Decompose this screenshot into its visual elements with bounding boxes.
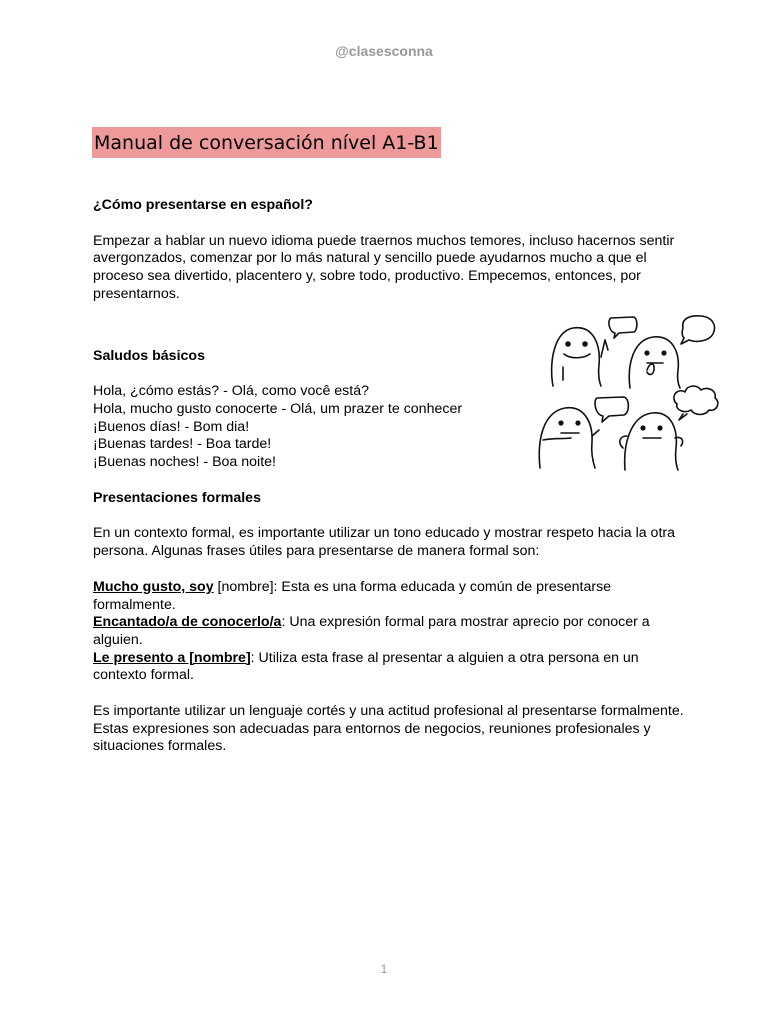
phrase-term: Mucho gusto, soy	[93, 578, 214, 595]
phrase-item	[93, 579, 693, 614]
character-bottom-left	[539, 408, 599, 468]
speech-bubble-2	[681, 316, 715, 344]
thought-bubble	[674, 386, 718, 420]
formal-heading: Presentaciones formales	[93, 489, 261, 506]
document-title: Manual de conversación nível A1-B1	[92, 127, 441, 158]
closing-paragraph: Es importante utilizar un lenguaje cortés y una actitud profesional al presentarse formalmente. Estas expresiones son adecuadas para entornos de negocios, reuniones profesionales y situaciones formales.	[93, 703, 684, 755]
phrase-item	[93, 650, 693, 685]
speech-bubble-3	[595, 397, 628, 422]
greeting-line: Hola, ¿cómo estás? - Olá, como você está?	[93, 383, 369, 400]
greeting-line: Hola, mucho gusto conocerte - Olá, um prazer te conhecer	[93, 400, 463, 417]
phrase-term: Encantado/a de conocerlo/a	[93, 614, 282, 631]
greeting-line: ¡Buenas tardes! - Boa tarde!	[93, 436, 272, 453]
phrase-description: : Utiliza esta frase al presentar a alguien a otra persona en un contexto formal.	[93, 649, 639, 684]
phrase-item	[93, 614, 693, 649]
talking-characters-doodle-icon	[535, 310, 725, 475]
formal-intro: En un contexto formal, es importante utilizar un tono educado y mostrar respeto hacia la otra persona. Algunas frases útiles para presentarse de manera formal son:	[93, 525, 675, 560]
speech-bubble-1	[609, 317, 637, 338]
document-body	[93, 197, 693, 756]
phrase-description: : Una expresión formal para mostrar aprecio por conocer a alguien.	[93, 614, 650, 648]
formal-phrases	[93, 579, 693, 685]
character-bottom-right	[620, 413, 683, 470]
greeting-line: ¡Buenas noches! - Boa noite!	[93, 454, 276, 471]
phrase-description: [nombre]: Esta es una forma educada y común de presentarse formalmente.	[93, 578, 612, 613]
greeting-line: ¡Buenos días! - Bom dia!	[93, 418, 250, 435]
header-handle: @clasesconna	[335, 43, 433, 59]
character-top-right	[629, 337, 680, 388]
greetings-heading: Saludos básicos	[93, 347, 205, 364]
phrase-term: Le presento a [nombre]	[93, 649, 251, 666]
character-top-left	[552, 328, 608, 386]
intro-paragraph: Empezar a hablar un nuevo idioma puede traernos muchos temores, incluso hacernos sentir avergonzados, comenzar por lo más natural y sencillo puede ayudarnos mucho a que el proceso sea divertido, placentero y, sobre todo, productivo. Empecemos, entonces, por presentarnos.	[93, 232, 675, 302]
intro-heading: ¿Cómo presentarse en español?	[93, 197, 313, 213]
page-number: 1	[380, 962, 388, 976]
